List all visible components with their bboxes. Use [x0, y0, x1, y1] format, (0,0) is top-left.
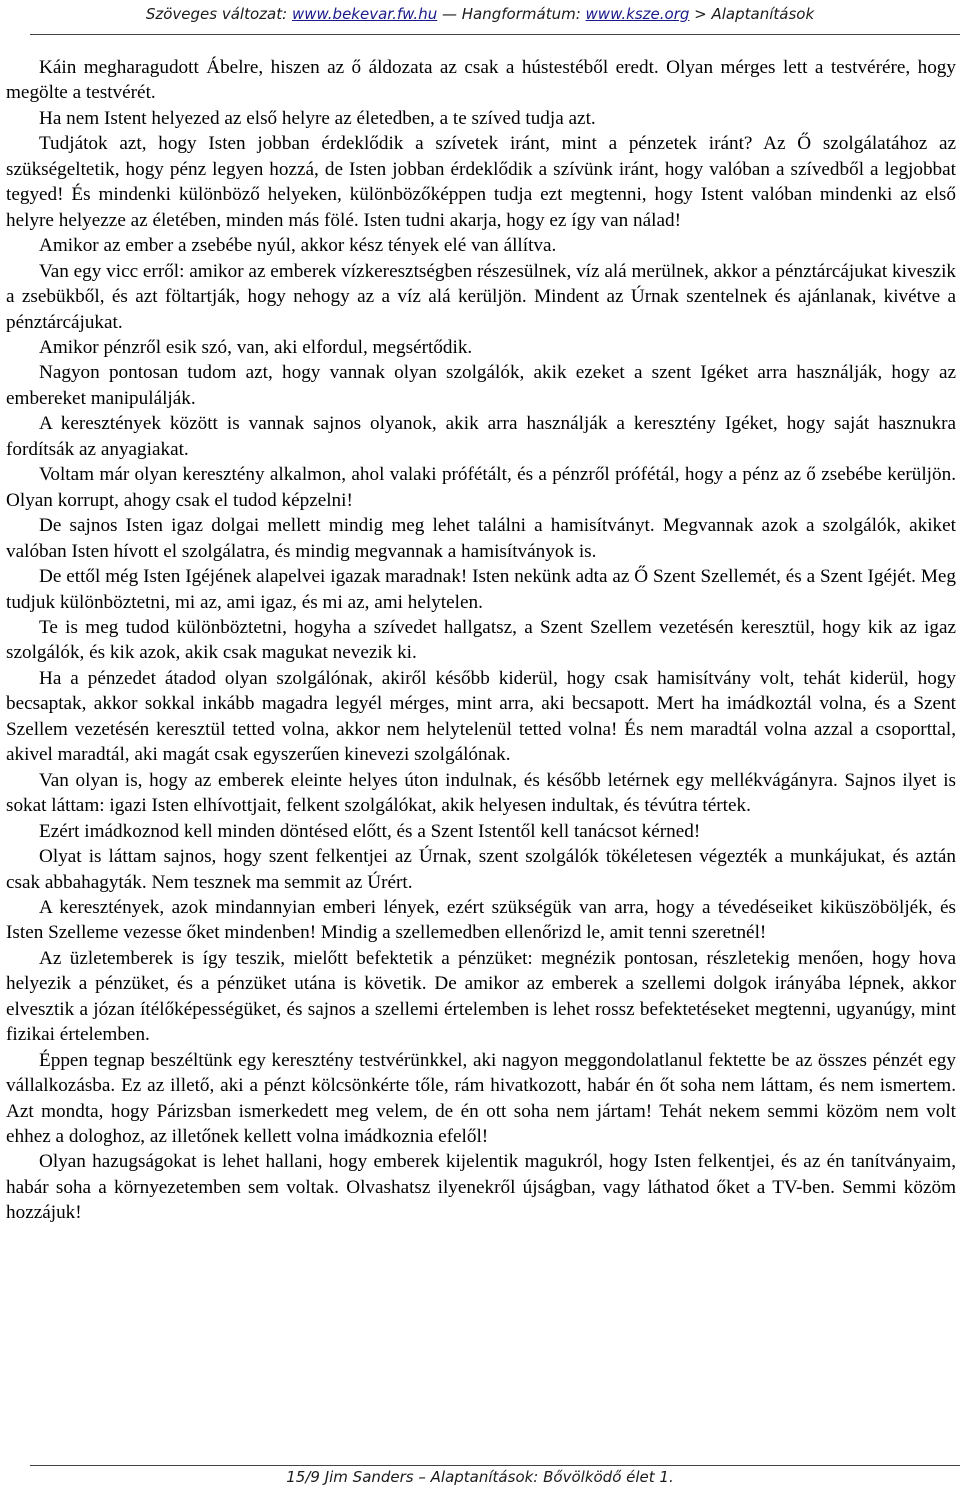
paragraph: Amikor pénzről esik szó, van, aki elfordul, megsértődik.: [39, 336, 473, 358]
paragraph: A keresztények között is vannak sajnos olyanok, akik arra használják a keresztény Igéket, hogy saját hasznukra fordítsák az anyagiakat.: [6, 413, 956, 460]
paragraph: Éppen tegnap beszéltünk egy keresztény testvérünkkel, aki nagyon meggondolatlanul fektette be az összes pénzét egy vállalkozásba. Ez az illető, aki a pénzt kölcsönkérte tőle, rám hivatkozott, habár én őt soha nem láttam, és nem ismertem. Azt mondta, hogy Párizsban ismerkedett meg velem, de én ott soha nem jártam! Tehát nekem semmi közöm nem volt ehhez a dologhoz, az illetőnek kellett volna imádkoznia efelől!: [6, 1049, 956, 1148]
paragraph: Az üzletemberek is így teszik, mielőtt befektetik a pénzüket: megnézik pontosan, részletekig menően, hogy hova helyezik a pénzüket, és a pénzüket utána is követik. De amikor az emberek a szellemi dolgok irányába lépnek, akkor elvesztik a józan ítélőképességüket, és sajnos a szellemi értelemben is lehet rossz befektetéseket megtenni, ugyanúgy, mint fizikai értelemben.: [6, 947, 956, 1046]
paragraph: Van egy vicc erről: amikor az emberek vízkeresztségben részesülnek, víz alá merülnek, akkor a pénztárcájukat kiveszik a zsebükből, és azt föltartják, hogy nehogy az a víz alá kerüljön. Mindent az Úrnak szentelnek és ajánlanak, kivétve a pénztárcájukat.: [6, 260, 956, 333]
paragraph: Van olyan is, hogy az emberek eleinte helyes úton indulnak, és később letérnek egy mellékvágányra. Sajnos ilyet is sokat láttam: igazi Isten elhívottjait, felkent szolgálókat, akik helyesen indultak, és tévútra tértek.: [6, 769, 956, 817]
text-version-label: Szöveges változat:: [145, 5, 288, 23]
paragraph: A keresztények, azok mindannyian emberi lények, ezért szükségük van arra, hogy a tévedéseiket kiküszöböljék, és Isten Szelleme vezesse őket mindenben! Mindig a szellemedben ellenőrizd le, amit tenni szeretnél!: [6, 896, 956, 944]
paragraph: Ha a pénzedet átadod olyan szolgálónak, akiről később kiderül, hogy csak hamisítvány volt, tehát kiderül, hogy becsaptak, akkor sokkal inkább magadra legyél mérges, mint arra, aki becsapott. Mert ha imádkoztál volna, és a Szent Szellem vezetésén keresztül tetted volna, akkor nem helytelenül tetted volna! És nem maradtál volna azzal a csoporttal, akivel maradtál, aki magát csak egyszerűen kinevezi szolgálónak.: [6, 667, 956, 766]
paragraph: Ha nem Istent helyezed az első helyre az életedben, a te szíved tudja azt.: [39, 107, 596, 129]
breadcrumb: > Alaptanítások: [694, 5, 815, 23]
header-separator: —: [437, 5, 462, 23]
audio-format-label: Hangformátum:: [461, 5, 581, 23]
paragraph: Ezért imádkoznod kell minden döntésed előtt, és a Szent Istentől kell tanácsot kérned!: [39, 820, 701, 842]
paragraph: Olyat is láttam sajnos, hogy szent felkentjei az Úrnak, szent szolgálók tökéletesen végezték a munkájukat, és aztán csak abbahagyták. Nem tesznek ma semmit az Úrért.: [6, 846, 956, 893]
ksze-link[interactable]: www.ksze.org: [585, 5, 690, 23]
paragraph: Olyan hazugságokat is lehet hallani, hogy emberek kijelentik magukról, hogy Isten felkentjei, és az én tanítványaim, habár soha a környezetemben sem voltak. Olvashatsz ilyenekről újságban, vagy láthatod őket a TV-ben. Semmi közöm hozzájuk!: [6, 1151, 956, 1224]
paragraph: De sajnos Isten igaz dolgai mellett mindig meg lehet találni a hamisítványt. Megvannak azok a szolgálók, akiket valóban Isten hívott el szolgálatra, és mindig megvannak a hamisítványok is.: [6, 515, 956, 562]
paragraph: De ettől még Isten Igéjének alapelvei igazak maradnak! Isten nekünk adta az Ő Szent Szellemét, és a Szent Igéjét. Meg tudjuk különböztetni, mi az, ami igaz, és mi az, ami helytelen.: [6, 566, 956, 613]
header-divider: [30, 34, 960, 35]
paragraph: Amikor az ember a zsebébe nyúl, akkor kész tények elé van állítva.: [39, 235, 557, 257]
paragraph: Káin megharagudott Ábelre, hiszen az ő áldozata az csak a hústestéből eredt. Olyan mérges lett a testvérére, hogy megölte a testvérét.: [6, 57, 956, 104]
paragraph: Te is meg tudod különböztetni, hogyha a szívedet hallgatsz, a Szent Szellem vezetésén keresztül, hogy kik az igaz szolgálók, és kik azok, akik csak magukat nevezik ki.: [6, 616, 956, 664]
paragraph: Nagyon pontosan tudom azt, hogy vannak olyan szolgálók, akik ezeket a szent Igéket arra használják, hogy az embereket manipulálják.: [6, 362, 956, 409]
page-header: [0, 0, 960, 36]
bekevar-link[interactable]: www.bekevar.fw.hu: [291, 5, 438, 23]
paragraph: Tudjátok azt, hogy Isten jobban érdeklődik a szívetek iránt, mint a pénzetek iránt? Az Ő szolgálatához az szükségeltetik, hogy pénz legyen hozzá, de Isten jobban érdeklődik a szívünk iránt, hogy valóban a szívedből a legjobbat tegyed! És mindenki különböző helyeken, különbözőképpen tudja ezt megtenni, hogy Istent valóban mindenki az első helyre helyezze az életében, minden más fölé. Isten tudni akarja, hogy ez így van nálad!: [6, 133, 956, 231]
document-body: [6, 55, 956, 1226]
paragraph: Voltam már olyan keresztény alkalmon, ahol valaki prófétált, és a pénzről prófétál, hogy a pénz az ő zsebébe kerüljön. Olyan korrupt, ahogy csak el tudod képzelni!: [6, 464, 956, 511]
page-footer: 15/9 Jim Sanders – Alaptanítások: Bővölködő élet 1.: [286, 1468, 674, 1486]
